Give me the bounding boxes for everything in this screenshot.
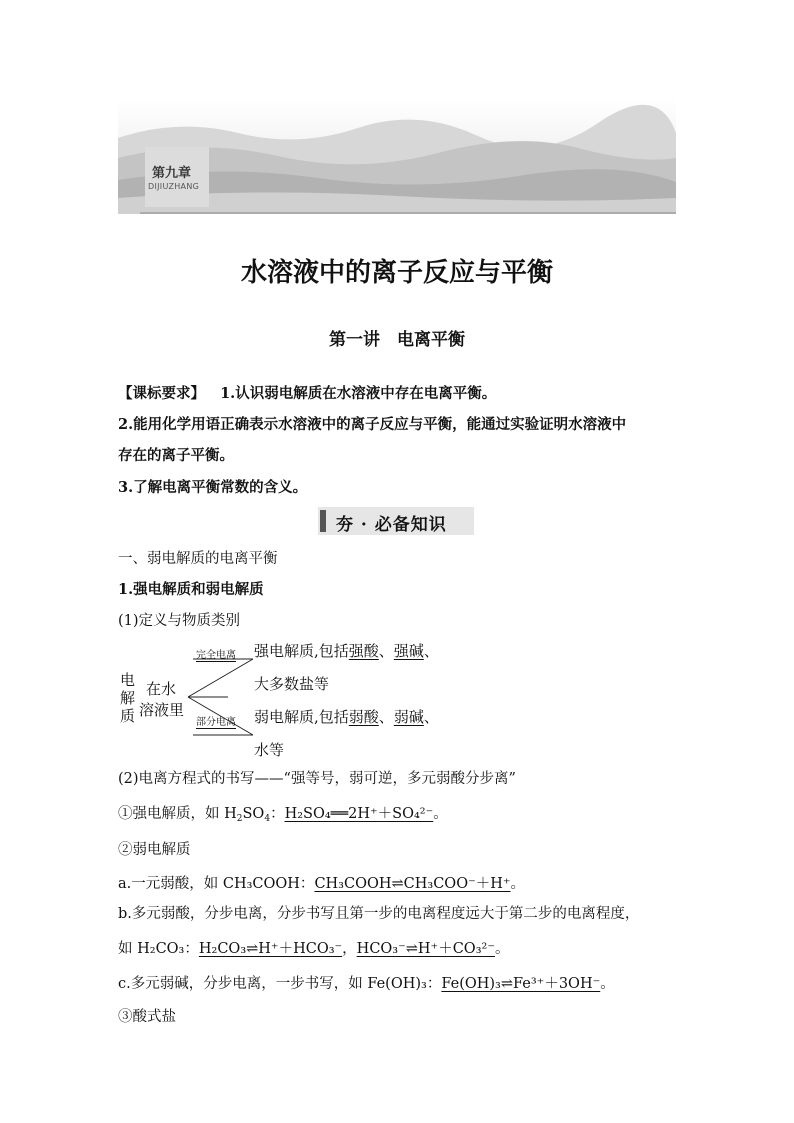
acid-salt-heading: ③酸式盐 xyxy=(118,1009,176,1025)
heading-weak-electrolyte-equilibrium: 一、弱电解质的电离平衡 xyxy=(118,551,278,567)
heading-strong-weak-electrolytes: 1.强电解质和弱电解质 xyxy=(118,581,264,598)
subheading-ionization-equations: (2)电离方程式的书写——“强等号，弱可逆，多元弱酸分步离” xyxy=(118,771,516,787)
strong-electrolyte-example: ①强电解质，如 $H_2SO_4$：H₂SO₄══2H⁺＋SO₄²⁻。 xyxy=(118,806,448,824)
weak-base-example: c.多元弱碱，分步电离，一步书写，如 Fe(OH)₃：Fe(OH)₃⇌Fe³⁺＋3OH⁻。 xyxy=(118,976,615,992)
weak-electrolyte-heading: ②弱电解质 xyxy=(118,842,191,858)
carbonic-acid-step2-equation: HCO₃⁻⇌H⁺＋CO₃²⁻ xyxy=(356,941,495,957)
diagram-weak-electrolyte-line-1: 弱电解质,包括弱酸、弱碱、 xyxy=(254,708,439,726)
diagram-branch-complete-ionization: 完全电离 xyxy=(196,650,236,661)
carbonic-acid-example: 如 H₂CO₃：H₂CO₃⇌H⁺＋HCO₃⁻，HCO₃⁻⇌H⁺＋CO₃²⁻。 xyxy=(118,941,510,957)
iron-hydroxide-equation: Fe(OH)₃⇌Fe³⁺＋3OH⁻ xyxy=(441,976,601,992)
chapter-pinyin: DIJIUZHANG xyxy=(148,182,200,191)
diagram-weak-electrolyte-line-2: 水等 xyxy=(254,741,285,759)
requirement-1: 1.认识弱电解质在水溶液中存在电离平衡。 xyxy=(220,385,497,402)
requirement-2a: 2.能用化学用语正确表示水溶液中的离子反应与平衡，能通过实验证明水溶液中 xyxy=(118,416,627,433)
chapter-number: 第九章 xyxy=(152,166,192,181)
diagram-branch-partial-ionization: 部分电离 xyxy=(196,717,236,728)
requirements-line-1 xyxy=(118,382,496,403)
acetic-acid-equation: CH₃COOH⇌CH₃COO⁻＋H⁺ xyxy=(314,876,511,892)
diagram-root-electrolyte: 电 解 质 xyxy=(120,671,136,725)
requirement-2b: 存在的离子平衡。 xyxy=(118,447,234,464)
diagram-condition-1: 在水 xyxy=(146,680,177,698)
section-heading-bar xyxy=(320,510,326,532)
lesson-title: 第一讲 电离平衡 xyxy=(329,330,465,350)
diagram-strong-electrolyte-line-1: 强电解质,包括强酸、强碱、 xyxy=(254,642,439,660)
requirement-3: 3.了解电离平衡常数的含义。 xyxy=(118,479,308,496)
weak-acid-polyprotic-desc: b.多元弱酸，分步电离，分步书写且第一步的电离程度远大于第二步的电离程度， xyxy=(118,906,640,922)
carbonic-acid-step1-equation: H₂CO₃⇌H⁺＋HCO₃⁻ xyxy=(198,941,343,957)
weak-acid-monoprotic: a.一元弱酸，如 CH₃COOH：CH₃COOH⇌CH₃COO⁻＋H⁺。 xyxy=(118,876,526,892)
diagram-condition-2: 溶液里 xyxy=(139,701,185,719)
subheading-definition: (1)定义与物质类别 xyxy=(118,613,241,629)
page-title: 水溶液中的离子反应与平衡 xyxy=(240,258,553,288)
diagram-strong-electrolyte-line-2: 大多数盐等 xyxy=(254,675,330,693)
section-heading: 夯 · 必备知识 xyxy=(336,515,447,535)
strong-electrolyte-equation: H₂SO₄══2H⁺＋SO₄²⁻ xyxy=(284,806,434,822)
requirements-label: 【课标要求】 xyxy=(118,385,205,402)
